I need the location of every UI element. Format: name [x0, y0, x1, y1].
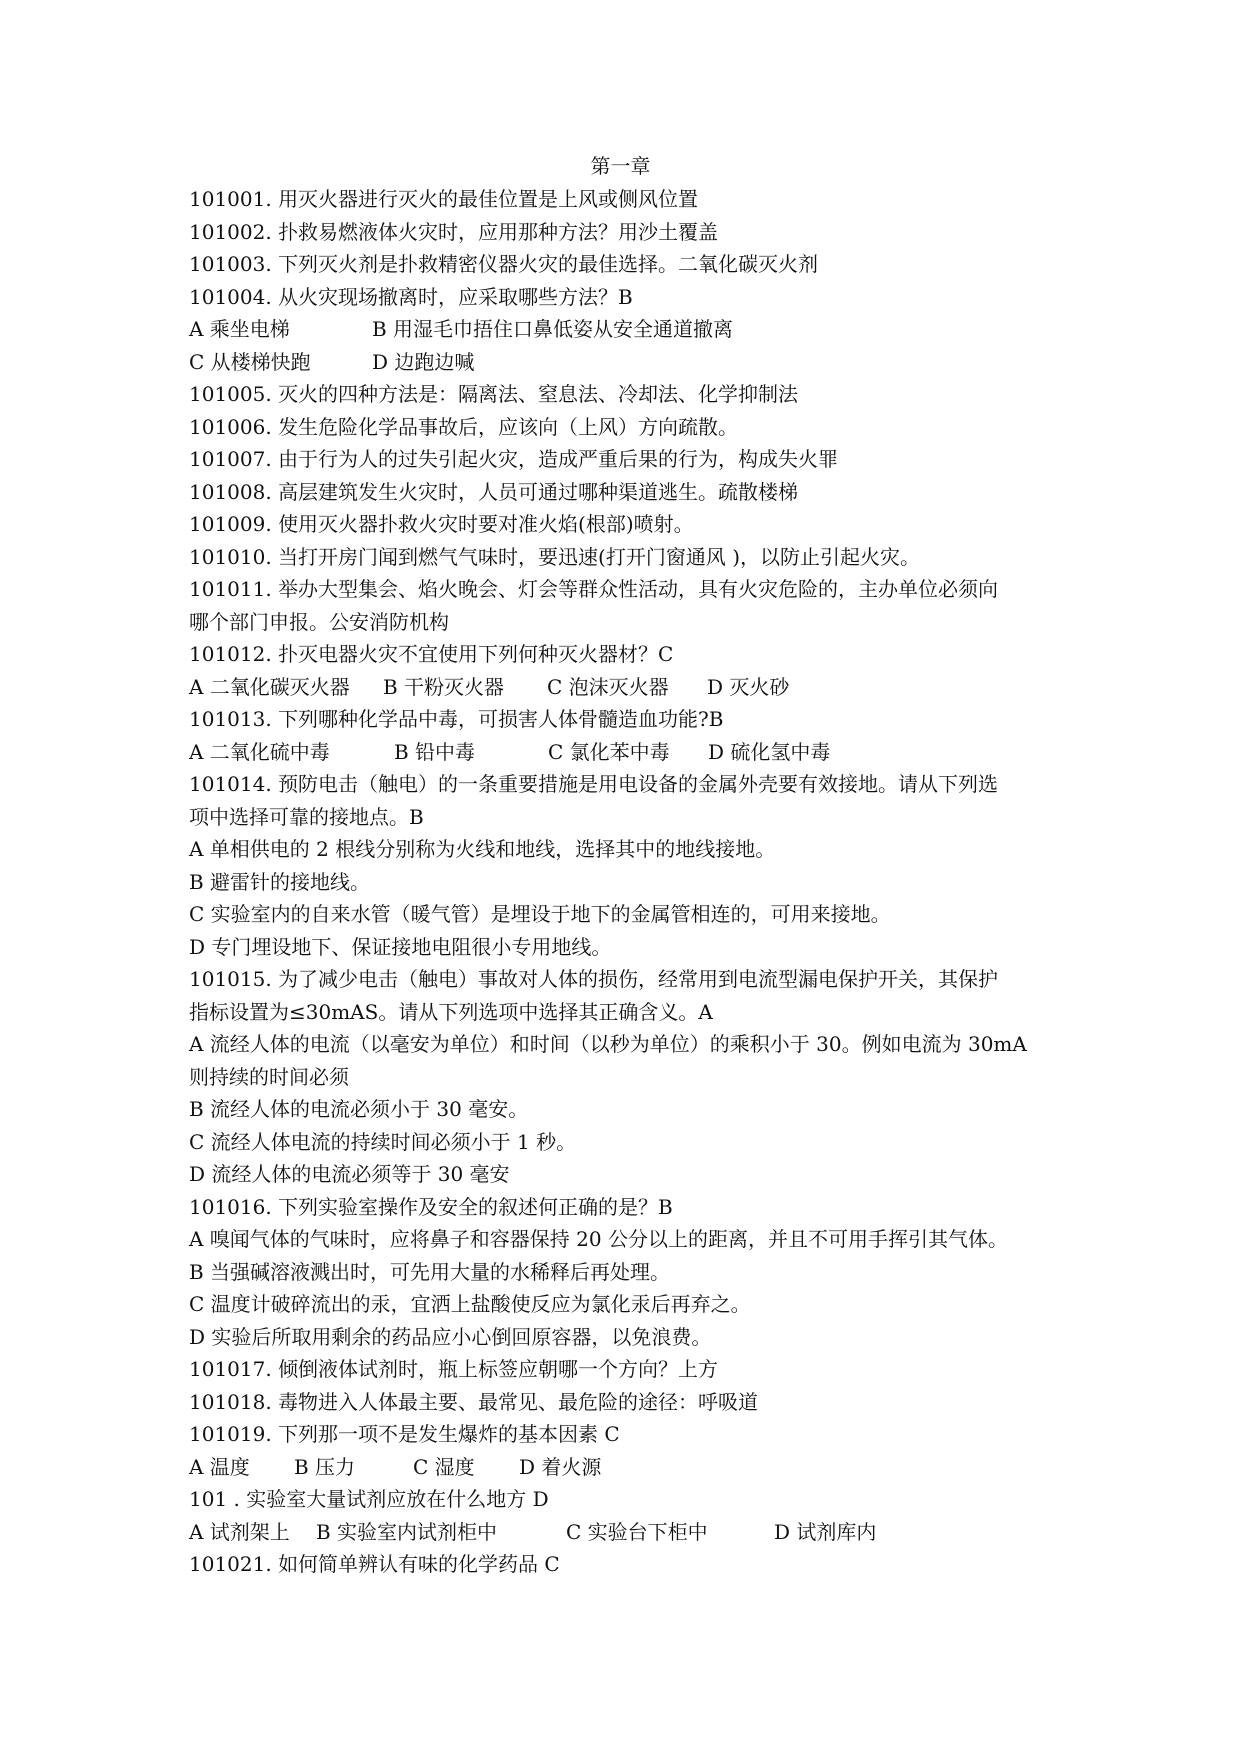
option-text: C 从楼梯快跑 — [189, 349, 311, 374]
text-line: 101018. 毒物进入人体最主要、最常见、最危险的途径：呼吸道 — [189, 1389, 759, 1414]
option-text: C 湿度 — [413, 1454, 475, 1479]
text-line: 101012. 扑灭电器火灾不宜使用下列何种灭火器材？C — [189, 642, 674, 666]
text-line: B 流经人体的电流必须小于 30 毫安。 — [189, 1097, 529, 1121]
text-line: 101021. 如何简单辨认有味的化学药品 C — [189, 1552, 560, 1576]
option-text: A 试剂架上 — [189, 1519, 290, 1544]
option-text: B 用湿毛巾捂住口鼻低姿从安全通道撤离 — [372, 317, 734, 341]
option-text: D 硫化氢中毒 — [708, 739, 831, 764]
text-line: 101004. 从火灾现场撤离时，应采取哪些方法？B — [189, 284, 633, 309]
text-line: 则持续的时间必须 — [189, 1064, 349, 1089]
text-line: 101010. 当打开房门闻到燃气气味时，要迅速(打开门窗通风 )，以防止引起火灾。 — [189, 544, 921, 569]
option-text: B 压力 — [294, 1454, 356, 1479]
option-text: A 二氧化碳灭火器 — [189, 674, 350, 699]
text-line: 101002. 扑救易燃液体火灾时，应用那种方法？用沙土覆盖 — [189, 219, 719, 244]
option-text: C 泡沫灭火器 — [547, 674, 669, 699]
text-line: C 实验室内的自来水管（暖气管）是埋设于地下的金属管相连的，可用来接地。 — [189, 902, 891, 926]
option-text: C 实验台下柜中 — [566, 1519, 708, 1544]
option-text: A 温度 — [189, 1454, 250, 1479]
option-text: A 乘坐电梯 — [189, 317, 290, 341]
text-line: 101006. 发生危险化学品事故后，应该向（上风）方向疏散。 — [189, 414, 739, 439]
text-line: 101 . 实验室大量试剂应放在什么地方 D — [189, 1487, 549, 1511]
text-line: 101019. 下列那一项不是发生爆炸的基本因素 C — [189, 1422, 620, 1446]
text-line: 101017. 倾倒液体试剂时，瓶上标签应朝哪一个方向？上方 — [189, 1357, 719, 1381]
option-text: D 边跑边喊 — [372, 349, 475, 374]
option-text: D 试剂库内 — [774, 1519, 877, 1544]
text-line: B 避雷针的接地线。 — [189, 869, 371, 894]
text-line: 101007. 由于行为人的过失引起火灾，造成严重后果的行为，构成失火罪 — [189, 447, 839, 471]
text-line: 101003. 下列灭火剂是扑救精密仪器火灾的最佳选择。二氧化碳灭火剂 — [189, 252, 819, 276]
text-line: C 温度计破碎流出的汞，宜洒上盐酸使反应为氯化汞后再弃之。 — [189, 1292, 751, 1316]
option-row — [189, 346, 1069, 379]
text-line: C 流经人体电流的持续时间必须小于 1 秒。 — [189, 1129, 577, 1154]
text-line: A 单相供电的 2 根线分别称为火线和地线，选择其中的地线接地。 — [189, 837, 776, 861]
text-line: 哪个部门申报。公安消防机构 — [189, 609, 449, 634]
option-row — [189, 313, 1069, 346]
option-text: D 着火源 — [519, 1454, 602, 1479]
option-text: A 二氧化硫中毒 — [189, 739, 330, 764]
text-line: 项中选择可靠的接地点。B — [189, 804, 424, 829]
option-row — [189, 1516, 1069, 1549]
text-line: 101014. 预防电击（触电）的一条重要措施是用电设备的金属外壳要有效接地。请从下列选 — [189, 772, 999, 796]
chapter-title: 第一章 — [590, 154, 651, 178]
text-line: 101009. 使用灭火器扑救火灾时要对准火焰(根部)喷射。 — [189, 512, 694, 536]
option-text: B 实验室内试剂柜中 — [316, 1519, 498, 1544]
text-line: 101011. 举办大型集会、焰火晚会、灯会等群众性活动，具有火灾危险的，主办单位必须向 — [189, 577, 999, 601]
text-line: B 当强碱溶液溅出时，可先用大量的水稀释后再处理。 — [189, 1259, 671, 1284]
text-line: 101005. 灭火的四种方法是：隔离法、窒息法、冷却法、化学抑制法 — [189, 382, 799, 406]
text-line: A 嗅闻气体的气味时，应将鼻子和容器保持 20 公分以上的距离，并且不可用手挥引其气体。 — [189, 1227, 1008, 1251]
text-line: 101001. 用灭火器进行灭火的最佳位置是上风或侧风位置 — [189, 187, 699, 211]
option-text: B 干粉灭火器 — [383, 674, 505, 699]
option-row — [189, 671, 1069, 704]
text-line: 101015. 为了减少电击（触电）事故对人体的损伤，经常用到电流型漏电保护开关，其保护 — [189, 967, 999, 991]
text-line: A 流经人体的电流（以毫安为单位）和时间（以秒为单位）的乘积小于 30。例如电流为 30mA — [189, 1032, 1027, 1056]
text-line: 指标设置为≤30mAS。请从下列选项中选择其正确含义。A — [189, 999, 713, 1024]
text-line: D 专门埋设地下、保证接地电阻很小专用地线。 — [189, 934, 612, 959]
option-text: C 氯化苯中毒 — [548, 739, 670, 764]
option-text: D 灭火砂 — [707, 674, 790, 699]
text-line: 101008. 高层建筑发生火灾时，人员可通过哪种渠道逃生。疏散楼梯 — [189, 479, 799, 504]
text-line: D 实验后所取用剩余的药品应小心倒回原容器，以免浪费。 — [189, 1324, 712, 1349]
question-list — [189, 183, 1069, 1581]
option-row — [189, 1451, 1069, 1484]
text-line: D 流经人体的电流必须等于 30 毫安 — [189, 1162, 510, 1186]
option-text: B 铅中毒 — [394, 739, 476, 764]
text-line: 101013. 下列哪种化学品中毒，可损害人体骨髓造血功能?B — [189, 707, 724, 731]
text-line: 101016. 下列实验室操作及安全的叙述何正确的是？B — [189, 1194, 673, 1219]
option-row — [189, 736, 1069, 769]
